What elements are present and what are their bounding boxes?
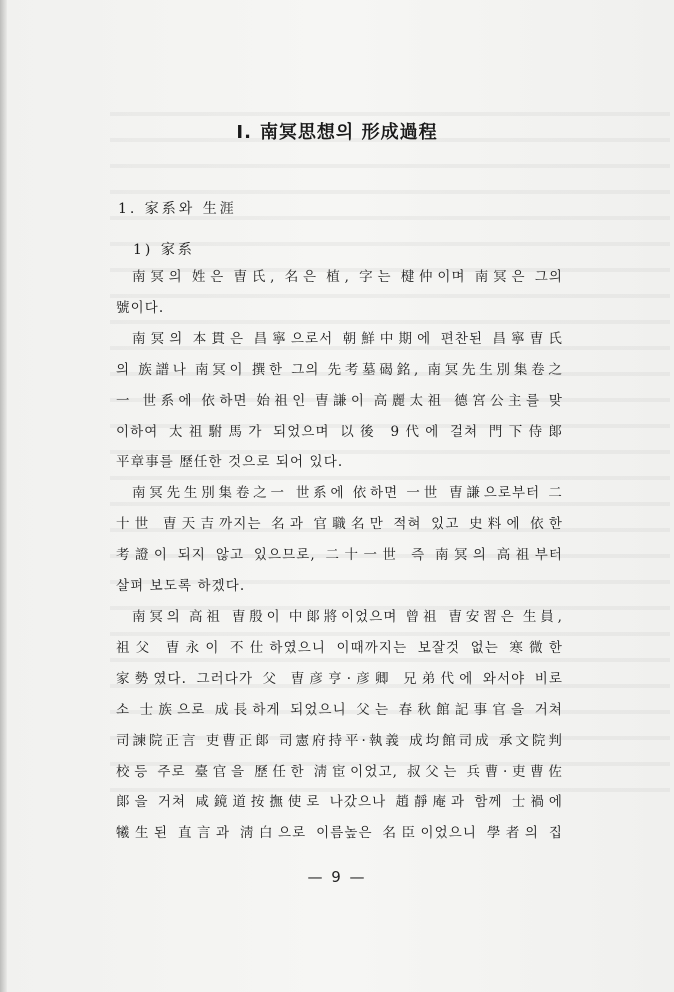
text-line: 司諫院正言 吏曹正郞 司憲府持平·執義 成均館司成 承文院判: [116, 732, 563, 749]
text-line: 考證이 되지 않고 있으므로, 二十一世 즉 南冥의 高祖부터: [116, 547, 563, 564]
subsection-heading: 1) 家系: [133, 242, 195, 258]
text-line: 이하여 太祖駙馬가 되었으며 以後 9代에 걸쳐 門下侍郞: [116, 423, 563, 440]
text-line: 의 族譜나 南冥이 撰한 그의 先考墓碣銘, 南冥先生別集卷之: [116, 361, 563, 378]
text-line: 南冥의 高祖 曺殷이 中郞將이었으며 曾祖 曺安習은 生員,: [132, 608, 563, 625]
text-line: 一 世系에 依하면 始祖인 曺謙이 高麗太祖 德宮公主를 맞: [116, 392, 563, 409]
text-line: 郞을 거쳐 咸鏡道按撫使로 나갔으나 趙靜庵과 함께 士禍에: [116, 794, 563, 811]
section-heading: 1. 家系와 生涯: [118, 201, 237, 217]
page-number: — 9 —: [307, 868, 367, 886]
paragraph-1: [116, 262, 563, 324]
text-line: 南冥의 本貫은 昌寧으로서 朝鮮中期에 편찬된 昌寧曺氏: [132, 330, 563, 347]
text-line: 十世 曺天吉까지는 名과 官職名만 적혀 있고 史料에 依한: [116, 516, 563, 533]
body-text: [116, 262, 563, 849]
text-line: 家勢였다. 그러다가 父 曺彦亨·彦卿 兄弟代에 와서야 비로: [116, 670, 563, 687]
text-line: 살펴 보도록 하겠다.: [116, 578, 246, 595]
text-line: 校등 주로 臺官을 歷任한 淸宦이었고, 叔父는 兵曹·吏曹佐: [116, 763, 563, 780]
text-line: 祖父 曺永이 不仕하였으니 이때까지는 보잘것 없는 寒微한: [116, 639, 563, 656]
text-line: 南冥先生別集卷之一 世系에 依하면 一世 曺謙으로부터 二: [132, 485, 563, 502]
text-line: 號이다.: [116, 299, 165, 316]
text-line: 平章事를 歷任한 것으로 되어 있다.: [116, 454, 344, 471]
text-line: 南冥의 姓은 曺氏, 名은 植, 字는 楗仲이며 南冥은 그의: [132, 269, 563, 285]
text-line: 犧生된 直言과 淸白으로 이름높은 名臣이었으니 學者의 집: [116, 825, 563, 842]
chapter-title-text: 南冥思想의 形成過程: [259, 122, 438, 143]
chapter-roman-numeral: Ⅰ.: [236, 122, 252, 143]
paragraph-4: [116, 602, 563, 849]
page-binding-shadow: [0, 0, 7, 992]
text-line: 소 士族으로 成長하게 되었으니 父는 春秋館記事官을 거쳐: [116, 701, 563, 718]
paragraph-3: [116, 478, 563, 602]
paragraph-2: [116, 324, 563, 479]
chapter-title: [0, 118, 674, 144]
